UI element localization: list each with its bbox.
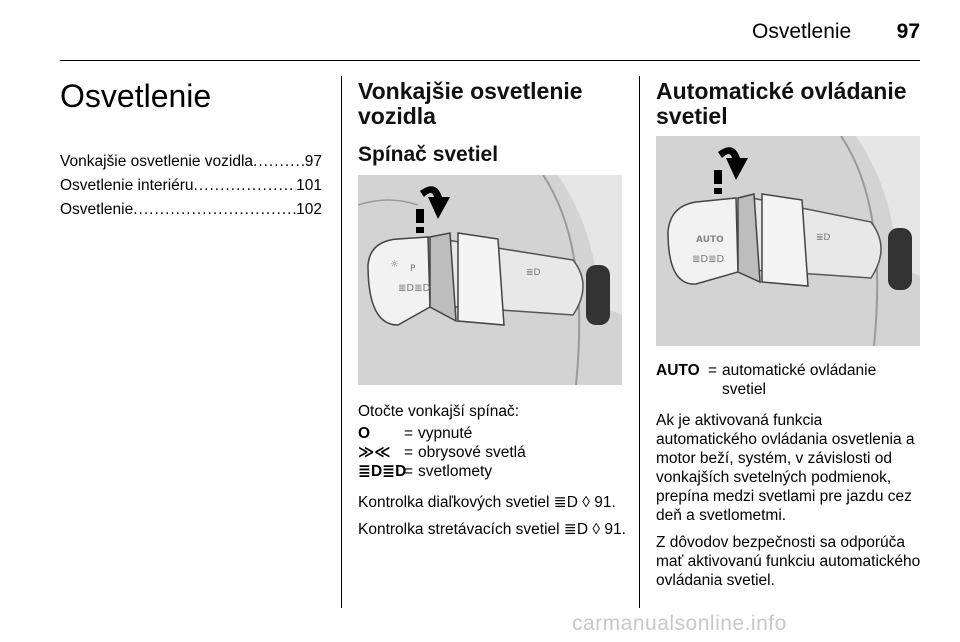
svg-text:≣D≣D: ≣D≣D [398,283,431,294]
page-number: 97 [896,20,920,43]
light-switch-description [358,402,630,539]
auto-light-illustration [656,136,920,346]
definition-row: AUTO = automatické ovládanie svetiel [656,362,877,398]
safety-recommendation: Z dôvodov bezpečnosti sa odporúča mať aktivovanú funkciu automatického ovládania svetiel. [656,534,921,589]
sidelights-symbol-icon: ≫≪ [358,444,391,461]
definition-row: ≫≪ = obrysové svetlá [358,444,526,461]
chapter-title: Osvetlenie [60,78,212,114]
high-beam-note: Kontrolka diaľkových svetiel ≣D ◊ 91. [358,494,616,511]
auto-label: AUTO [696,235,724,245]
auto-light-description [656,361,922,590]
column-divider-2 [639,76,640,608]
low-beam-note: Kontrolka stretávacích svetiel ≣D ◊ 91. [358,521,626,538]
header-rule [60,60,920,61]
section-heading: Automatické ovládanie svetiel [656,78,907,129]
section-heading: Vonkajšie osvetlenie vozidla [358,78,583,129]
light-switch-illustration [358,175,622,385]
watermark: carmanualsonline.info [572,612,787,635]
svg-text:P: P [410,264,416,274]
svg-text:≣D≣D: ≣D≣D [692,254,725,265]
toc-entry[interactable]: Osvetlenie ..... 102 [60,198,322,222]
off-symbol-icon: O [358,425,371,442]
svg-text:≣D: ≣D [526,268,541,278]
symbol-definition-list [358,424,630,481]
toc-entry[interactable]: Osvetlenie interiéru ..... 101 [60,174,322,198]
light-switch-figure [358,175,622,385]
auto-light-figure [656,136,920,346]
toc-entry[interactable]: Vonkajšie osvetlenie vozidla ..... 97 [60,150,322,174]
table-of-contents [60,150,322,222]
column-divider-1 [341,76,342,608]
definition-row: O = vypnuté [358,425,473,442]
auto-symbol: AUTO [656,362,700,379]
running-header-title: Osvetlenie [752,20,852,43]
svg-text:☼: ☼ [390,259,399,270]
intro-text: Otočte vonkajší spínač: [358,403,520,420]
definition-row: ≣D≣D = svetlomety [358,463,493,480]
svg-text:≣D: ≣D [816,233,831,243]
headlights-symbol-icon: ≣D≣D [358,463,407,480]
auto-light-paragraph: Ak je aktivovaná funkcia automatického ovládania osvetlenia a motor beží, systém, v závislosti od vonkajších svetelných podmienok, prepína medzi svetlami pre jazdu cez deň a svetlometmi. [656,412,915,524]
subsection-heading: Spínač svetiel [358,143,499,166]
